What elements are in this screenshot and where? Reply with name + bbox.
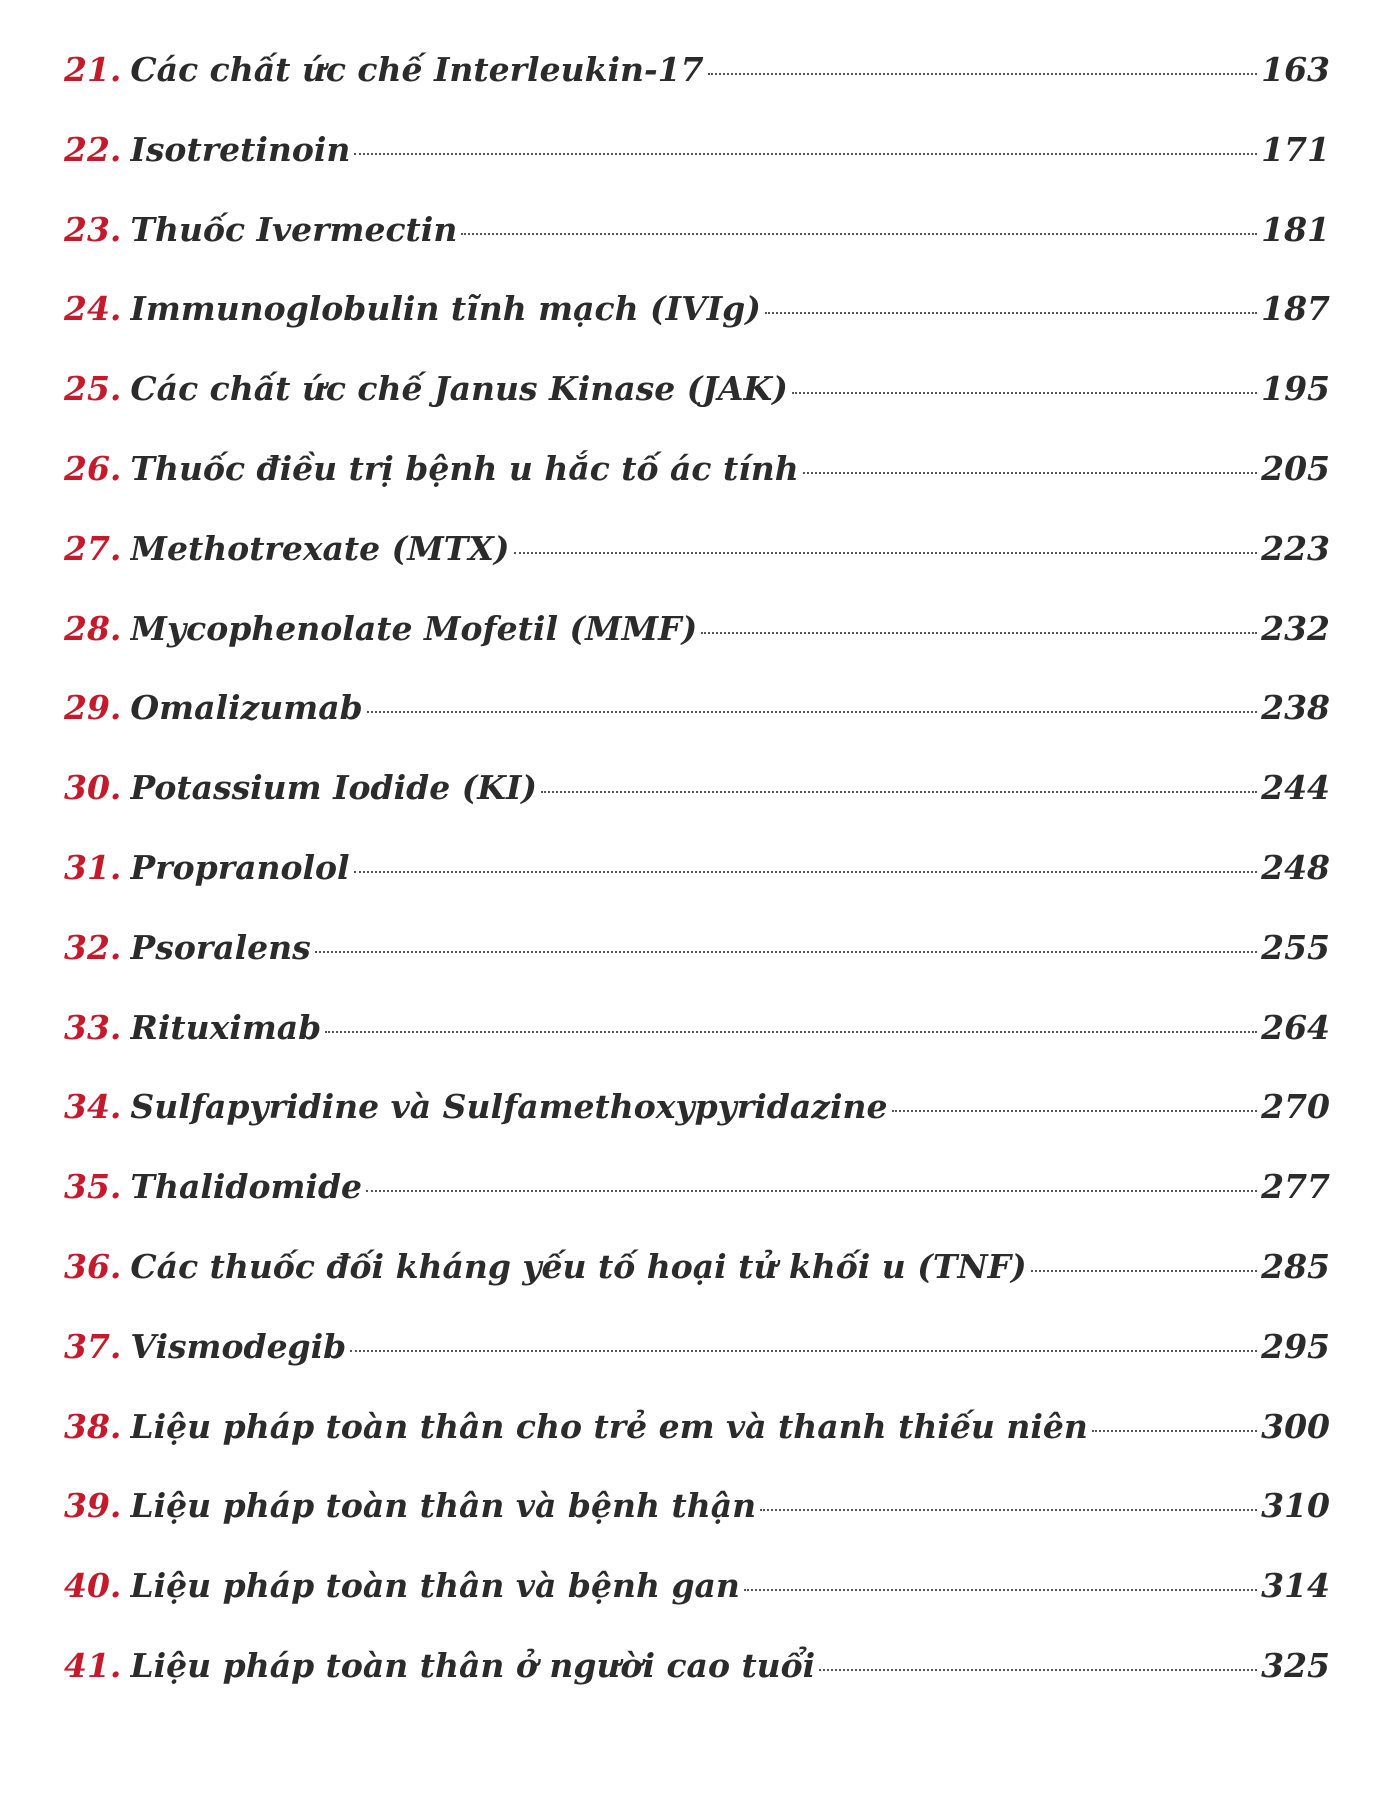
dot-leader bbox=[1092, 1430, 1257, 1432]
entry-page-number: 248 bbox=[1261, 847, 1330, 887]
entry-number: 41. bbox=[64, 1645, 122, 1685]
entry-page-number: 285 bbox=[1261, 1246, 1330, 1286]
toc-entry[interactable] bbox=[64, 449, 1330, 529]
entry-page-number: 264 bbox=[1261, 1007, 1330, 1047]
toc-entry[interactable] bbox=[64, 1566, 1330, 1646]
dot-leader bbox=[366, 1190, 1257, 1192]
entry-page-number: 325 bbox=[1261, 1645, 1330, 1685]
entry-title[interactable]: Liệu pháp toàn thân cho trẻ em và thanh thiếu niên bbox=[130, 1406, 1088, 1446]
entry-number: 23. bbox=[64, 209, 122, 249]
entry-title[interactable]: Rituximab bbox=[130, 1007, 322, 1047]
toc-entry[interactable] bbox=[64, 50, 1330, 130]
entry-number: 21. bbox=[64, 50, 122, 89]
entry-page-number: 295 bbox=[1261, 1326, 1330, 1366]
toc-entry[interactable] bbox=[64, 928, 1330, 1008]
entry-number: 40. bbox=[64, 1566, 122, 1606]
entry-page-number: 310 bbox=[1261, 1486, 1330, 1526]
entry-title[interactable]: Thalidomide bbox=[130, 1167, 363, 1207]
entry-number: 30. bbox=[64, 768, 122, 808]
toc-entry[interactable] bbox=[64, 1646, 1330, 1726]
toc-entry[interactable] bbox=[64, 1167, 1330, 1247]
entry-number: 22. bbox=[64, 129, 122, 169]
toc-entry[interactable] bbox=[64, 369, 1330, 449]
entry-title[interactable]: Liệu pháp toàn thân ở người cao tuổi bbox=[130, 1645, 816, 1685]
dot-leader bbox=[541, 791, 1257, 793]
toc-entry[interactable] bbox=[64, 848, 1330, 928]
entry-page-number: 171 bbox=[1261, 129, 1330, 169]
entry-number: 35. bbox=[64, 1167, 122, 1207]
entry-page-number: 270 bbox=[1261, 1087, 1330, 1127]
entry-title[interactable]: Các thuốc đối kháng yếu tố hoại tử khối u (TNF) bbox=[130, 1246, 1027, 1286]
dot-leader bbox=[792, 392, 1257, 394]
toc-entry[interactable] bbox=[64, 130, 1330, 210]
entry-page-number: 195 bbox=[1261, 369, 1330, 409]
toc-entry[interactable] bbox=[64, 1407, 1330, 1487]
entry-page-number: 300 bbox=[1261, 1406, 1330, 1446]
toc-entry[interactable] bbox=[64, 1486, 1330, 1566]
entry-title[interactable]: Mycophenolate Mofetil (MMF) bbox=[130, 608, 698, 648]
entry-page-number: 205 bbox=[1261, 448, 1330, 488]
table-of-contents bbox=[64, 50, 1330, 1726]
entry-title[interactable]: Omalizumab bbox=[130, 688, 363, 728]
toc-entry[interactable] bbox=[64, 1087, 1330, 1167]
entry-number: 36. bbox=[64, 1246, 122, 1286]
entry-title[interactable]: Methotrexate (MTX) bbox=[130, 528, 510, 568]
dot-leader bbox=[708, 73, 1258, 75]
entry-page-number: 181 bbox=[1261, 209, 1330, 249]
dot-leader bbox=[701, 632, 1257, 634]
entry-number: 39. bbox=[64, 1486, 122, 1526]
entry-number: 38. bbox=[64, 1406, 122, 1446]
entry-number: 29. bbox=[64, 688, 122, 728]
entry-title[interactable]: Isotretinoin bbox=[130, 129, 351, 169]
dot-leader bbox=[760, 1509, 1257, 1511]
toc-entry[interactable] bbox=[64, 1008, 1330, 1088]
entry-title[interactable]: Các chất ức chế Janus Kinase (JAK) bbox=[130, 369, 788, 409]
dot-leader bbox=[819, 1669, 1257, 1671]
entry-number: 34. bbox=[64, 1087, 122, 1127]
entry-page-number: 223 bbox=[1261, 528, 1330, 568]
entry-title[interactable]: Thuốc Ivermectin bbox=[130, 209, 458, 249]
entry-title[interactable]: Immunoglobulin tĩnh mạch (IVIg) bbox=[130, 289, 761, 329]
dot-leader bbox=[1031, 1270, 1257, 1272]
dot-leader bbox=[350, 1350, 1257, 1352]
toc-entry[interactable] bbox=[64, 1327, 1330, 1407]
entry-title[interactable]: Các chất ức chế Interleukin-17 bbox=[130, 50, 704, 89]
entry-title[interactable]: Propranolol bbox=[130, 847, 350, 887]
toc-entry[interactable] bbox=[64, 768, 1330, 848]
entry-page-number: 314 bbox=[1261, 1566, 1330, 1606]
entry-page-number: 163 bbox=[1261, 50, 1330, 89]
entry-number: 26. bbox=[64, 448, 122, 488]
dot-leader bbox=[354, 871, 1258, 873]
dot-leader bbox=[354, 153, 1257, 155]
toc-entry[interactable] bbox=[64, 529, 1330, 609]
entry-title[interactable]: Vismodegib bbox=[130, 1326, 347, 1366]
entry-number: 27. bbox=[64, 528, 122, 568]
entry-title[interactable]: Potassium Iodide (KI) bbox=[130, 768, 538, 808]
entry-number: 28. bbox=[64, 608, 122, 648]
entry-page-number: 232 bbox=[1261, 608, 1330, 648]
entry-title[interactable]: Sulfapyridine và Sulfamethoxypyridazine bbox=[130, 1087, 888, 1127]
entry-number: 31. bbox=[64, 847, 122, 887]
dot-leader bbox=[892, 1110, 1258, 1112]
dot-leader bbox=[803, 472, 1257, 474]
entry-page-number: 238 bbox=[1261, 688, 1330, 728]
toc-entry[interactable] bbox=[64, 1247, 1330, 1327]
entry-number: 24. bbox=[64, 289, 122, 329]
dot-leader bbox=[744, 1589, 1257, 1591]
entry-title[interactable]: Liệu pháp toàn thân và bệnh gan bbox=[130, 1566, 740, 1606]
entry-page-number: 255 bbox=[1261, 927, 1330, 967]
dot-leader bbox=[367, 711, 1257, 713]
toc-entry[interactable] bbox=[64, 688, 1330, 768]
entry-title[interactable]: Liệu pháp toàn thân và bệnh thận bbox=[130, 1486, 757, 1526]
entry-number: 37. bbox=[64, 1326, 122, 1366]
entry-number: 33. bbox=[64, 1007, 122, 1047]
dot-leader bbox=[765, 312, 1257, 314]
toc-entry[interactable] bbox=[64, 210, 1330, 290]
entry-title[interactable]: Psoralens bbox=[130, 927, 311, 967]
entry-number: 25. bbox=[64, 369, 122, 409]
toc-entry[interactable] bbox=[64, 609, 1330, 689]
entry-page-number: 277 bbox=[1261, 1167, 1330, 1207]
entry-number: 32. bbox=[64, 927, 122, 967]
entry-page-number: 187 bbox=[1261, 289, 1330, 329]
entry-page-number: 244 bbox=[1261, 768, 1330, 808]
entry-title[interactable]: Thuốc điều trị bệnh u hắc tố ác tính bbox=[130, 448, 799, 488]
dot-leader bbox=[461, 233, 1257, 235]
dot-leader bbox=[315, 951, 1257, 953]
dot-leader bbox=[325, 1031, 1257, 1033]
toc-entry[interactable] bbox=[64, 289, 1330, 369]
dot-leader bbox=[514, 552, 1258, 554]
